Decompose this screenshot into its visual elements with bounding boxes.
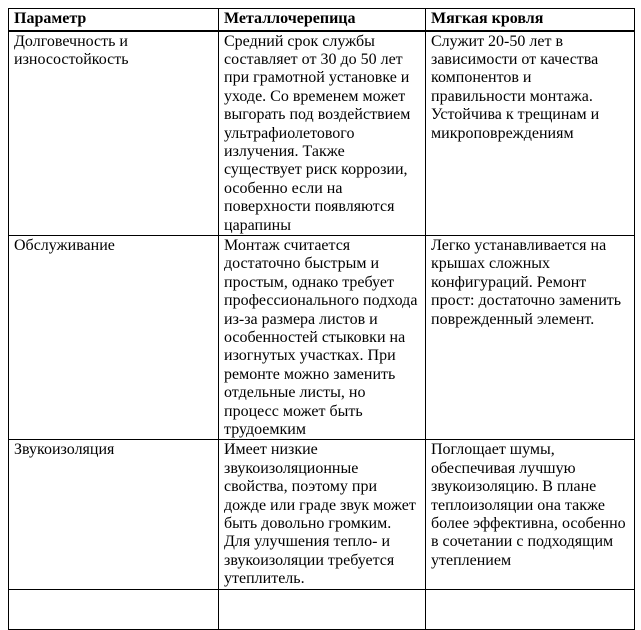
- cell-parameter-durability: Долговечность и износостойкость: [9, 31, 219, 236]
- column-header-soft-roof: Мягкая кровля: [426, 9, 635, 31]
- table-row-partial: [9, 589, 635, 629]
- cell-partial-soft-roof: [426, 589, 635, 629]
- cell-soft-roof-maintenance: Легко устанавливается на крышах сложных конфигураций. Ремонт прост: достаточно заменить поврежденный элемент.: [426, 235, 635, 439]
- comparison-table: [8, 8, 635, 630]
- cell-partial-metal-tile: [219, 589, 426, 629]
- cell-partial-parameter: [9, 589, 219, 629]
- table-row-soundproofing: [9, 440, 635, 589]
- column-header-parameter: Параметр: [9, 9, 219, 31]
- cell-soft-roof-durability: Служит 20-50 лет в зависимости от качества компонентов и правильности монтажа. Устойчива к трещинам и микроповреждениям: [426, 31, 635, 236]
- cell-parameter-soundproofing: Звукоизоляция: [9, 440, 219, 589]
- column-header-metal-tile: Металлочерепица: [219, 9, 426, 31]
- table-row-maintenance: [9, 235, 635, 439]
- cell-metal-tile-durability: Средний срок службы составляет от 30 до 50 лет при грамотной установке и уходе. Со временем может выгорать под воздействием ультрафиолетового излучения. Также существует риск коррозии, особенно если на поверхности появляются царапины: [219, 31, 426, 236]
- cell-metal-tile-soundproofing: Имеет низкие звукоизоляционные свойства, поэтому при дожде или граде звук может быть довольно громким. Для улучшения тепло- и звукоизоляции требуется утеплитель.: [219, 440, 426, 589]
- cell-soft-roof-soundproofing: Поглощает шумы, обеспечивая лучшую звукоизоляцию. В плане теплоизоляции она также более эффективна, особенно в сочетании с подходящим утеплением: [426, 440, 635, 589]
- header-row: [9, 9, 635, 31]
- cell-metal-tile-maintenance: Монтаж считается достаточно быстрым и простым, однако требует профессионального подхода из-за размера листов и особенностей стыковки на изогнутых участках. При ремонте можно заменить отдельные листы, но процесс может быть трудоемким: [219, 235, 426, 439]
- table-row-durability: [9, 31, 635, 236]
- cell-parameter-maintenance: Обслуживание: [9, 235, 219, 439]
